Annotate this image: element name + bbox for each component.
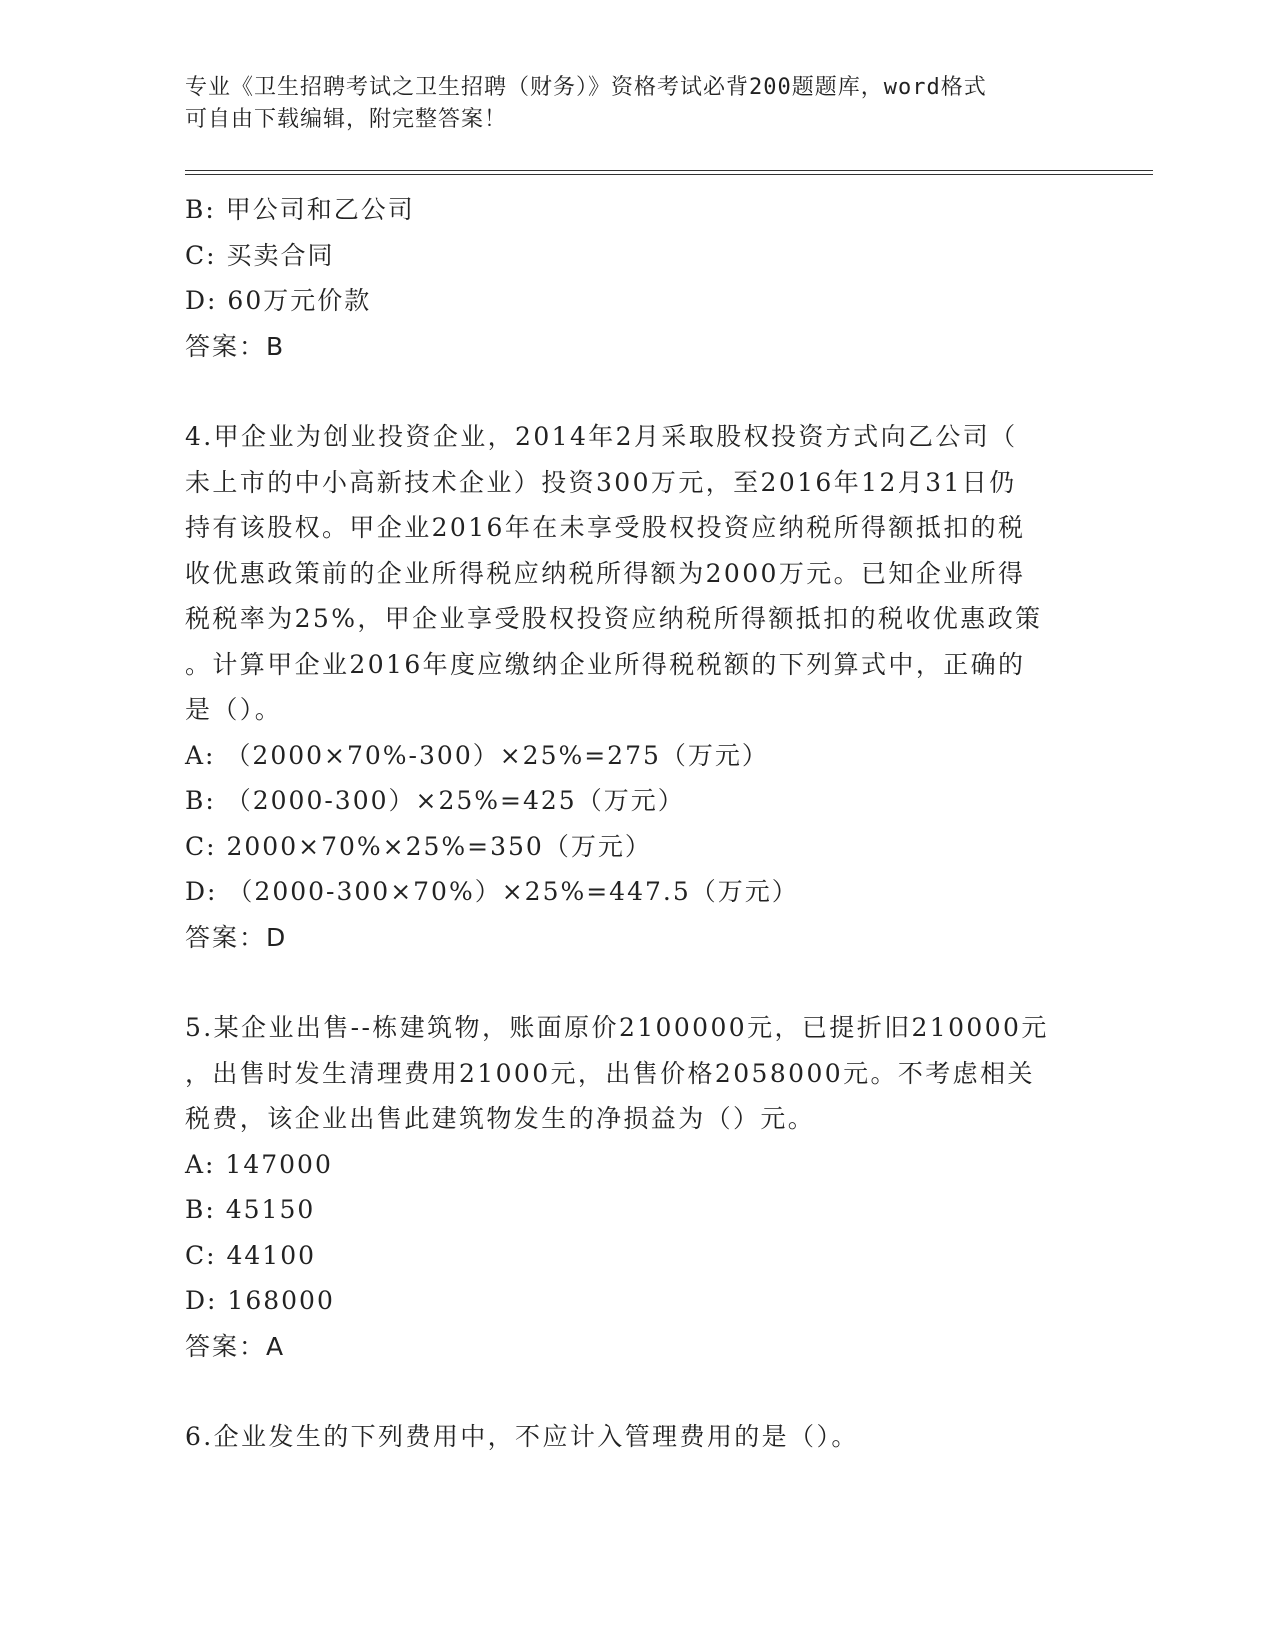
q3-option-d: D: 60万元价款: [185, 286, 372, 315]
question-3: [185, 187, 1085, 369]
question-5: [185, 1005, 1085, 1369]
q4-option-c: C: 2000×70%×25%=350（万元）: [185, 831, 652, 861]
q4-text-line: 未上市的中小高新技术企业）投资300万元，至2016年12月31日仍: [185, 467, 1017, 497]
q5-text: [185, 1005, 1085, 1142]
q5-option-b: B: 45150: [185, 1195, 316, 1224]
q5-option-d: D: 168000: [185, 1286, 335, 1315]
q4-option-d: D: （2000-300×70%）×25%=447.5（万元）: [185, 877, 799, 906]
q4-answer: 答案：D: [185, 922, 288, 952]
q3-option-c: C: 买卖合同: [185, 240, 335, 270]
q3-answer: 答案：B: [185, 331, 286, 361]
header-line-2: 可自由下载编辑，附完整答案！: [185, 107, 508, 132]
q4-text-line: 4.甲企业为创业投资企业，2014年2月采取股权投资方式向乙公司（: [185, 422, 1018, 451]
q5-option-a: A: 147000: [185, 1149, 333, 1179]
q4-text-line: 收优惠政策前的企业所得税应纳税所得额为2000万元。已知企业所得: [185, 558, 1026, 588]
q4-option-b: B: （2000-300）×25%=425（万元）: [185, 786, 685, 815]
q4-text-line: 持有该股权。甲企业2016年在未享受股权投资应纳税所得额抵扣的税: [185, 513, 1026, 542]
q5-text-line: 税费，该企业出售此建筑物发生的净损益为（）元。: [185, 1104, 816, 1133]
q3-option-b: B: 甲公司和乙公司: [185, 195, 415, 224]
spacer: [185, 1369, 1085, 1414]
q5-text-line: ，出售时发生清理费用21000元，出售价格2058000元。不考虑相关: [185, 1058, 1035, 1088]
q4-option-a: A: （2000×70%-300）×25%=275（万元）: [185, 740, 769, 770]
q4-text-line: 税税率为25%，甲企业享受股权投资应纳税所得额抵扣的税收优惠政策: [185, 604, 1043, 633]
page-header: [185, 72, 1085, 136]
q5-option-c: C: 44100: [185, 1240, 317, 1270]
question-6: [185, 1414, 1085, 1460]
header-rule-bottom: [185, 174, 1153, 175]
spacer: [185, 960, 1085, 1005]
question-4: [185, 414, 1085, 960]
header-rule-top: [185, 170, 1153, 171]
q6-text: [185, 1414, 1085, 1460]
header-line-1: 专业《卫生招聘考试之卫生招聘（财务）》资格考试必背200题题库，word格式: [185, 75, 987, 100]
q4-text-line: 。计算甲企业2016年度应缴纳企业所得税税额的下列算式中，正确的: [185, 649, 1026, 679]
q4-text-line: 是（）。: [185, 695, 283, 724]
document-body: [185, 187, 1085, 1460]
spacer: [185, 369, 1085, 414]
q6-text-line: 6.企业发生的下列费用中，不应计入管理费用的是（）。: [185, 1422, 859, 1451]
q5-text-line: 5.某企业出售--栋建筑物，账面原价2100000元，已提折旧210000元: [185, 1013, 1049, 1042]
q5-answer: 答案：A: [185, 1331, 286, 1361]
q4-text: [185, 414, 1085, 733]
